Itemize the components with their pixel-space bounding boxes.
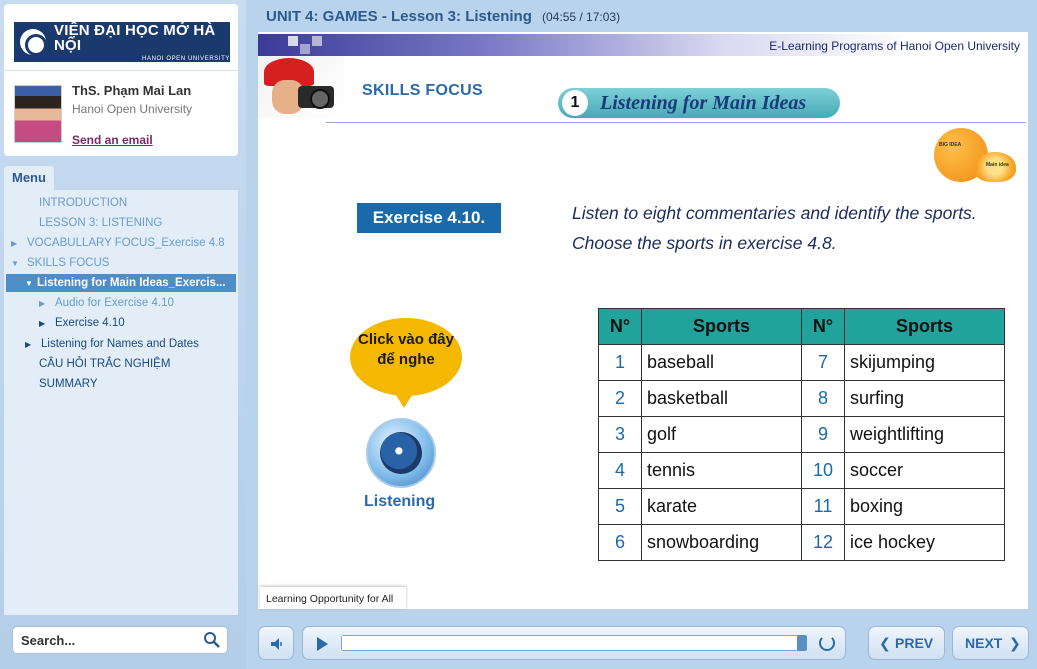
progress-fill <box>342 636 801 650</box>
volume-icon <box>269 636 285 652</box>
table-cell-sport: surfing <box>845 381 1005 417</box>
menu-panel <box>4 190 238 615</box>
table-cell-number: 11 <box>802 489 845 525</box>
table-cell-number: 4 <box>599 453 642 489</box>
table-cell-number: 1 <box>599 345 642 381</box>
table-cell-sport: karate <box>642 489 802 525</box>
table-cell-sport: ice hockey <box>845 525 1005 561</box>
presenter-photo <box>14 85 62 143</box>
table-cell-sport: skijumping <box>845 345 1005 381</box>
progress-bar[interactable] <box>341 635 807 651</box>
search-placeholder: Search... <box>21 633 76 648</box>
logo-panel <box>4 4 238 70</box>
orange-label-big-idea: BIG IDEA <box>939 142 962 148</box>
menu-item-audio-exercise[interactable]: ▶ Audio for Exercise 4.10 <box>39 294 174 312</box>
instructions: Listen to eight commentaries and identify the sports. Choose the sports in exercise 4.8. <box>572 203 977 253</box>
table-cell-number: 6 <box>599 525 642 561</box>
table-cell-number: 10 <box>802 453 845 489</box>
listening-button[interactable] <box>366 418 436 488</box>
prev-button[interactable] <box>868 626 945 660</box>
page-title <box>266 8 620 25</box>
bubble-tail <box>394 392 414 408</box>
table-cell-sport: golf <box>642 417 802 453</box>
table-cell-sport: basketball <box>642 381 802 417</box>
chevron-right-icon: ▶ <box>11 239 18 248</box>
table-row <box>599 417 1005 453</box>
seal-icon <box>20 29 46 55</box>
progress-handle[interactable] <box>797 635 807 651</box>
table-header-row <box>599 309 1005 345</box>
decorative-squares <box>288 34 328 56</box>
presenter-org: Hanoi Open University <box>72 102 193 116</box>
column-header-sports: Sports <box>642 309 802 345</box>
sports-table <box>598 308 1005 561</box>
menu-item-lesson-3[interactable]: LESSON 3: LISTENING <box>39 217 163 229</box>
logo-sub-text: HANOI OPEN UNIVERSITY <box>142 55 230 62</box>
menu-item-skills-focus[interactable]: ▼ SKILLS FOCUS <box>11 254 109 272</box>
chevron-down-icon: ▼ <box>11 259 19 268</box>
table-cell-number: 9 <box>802 417 845 453</box>
table-cell-sport: soccer <box>845 453 1005 489</box>
search-input[interactable] <box>12 626 228 654</box>
menu-item-introduction[interactable]: INTRODUCTION <box>39 197 128 209</box>
sidebar <box>0 0 246 669</box>
presenter-card <box>4 70 238 156</box>
chevron-right-icon: ▶ <box>25 340 32 349</box>
divider <box>326 122 1026 123</box>
prev-label: PREV <box>895 635 934 651</box>
menu-item-names-dates[interactable]: ▶ Listening for Names and Dates <box>25 335 199 353</box>
menu-item-quiz[interactable]: CÂU HỎI TRẮC NGHIỆM <box>39 358 171 370</box>
table-cell-number: 3 <box>599 417 642 453</box>
table-row <box>599 453 1005 489</box>
listening-label[interactable]: Listening <box>364 493 436 510</box>
table-cell-number: 7 <box>802 345 845 381</box>
next-label: NEXT <box>965 635 1003 651</box>
table-cell-sport: snowboarding <box>642 525 802 561</box>
next-button[interactable] <box>952 626 1029 660</box>
table-cell-number: 5 <box>599 489 642 525</box>
chevron-right-icon: ▶ <box>39 299 46 308</box>
logo-main-text: VIỆN ĐẠI HỌC MỞ HÀ NỘI <box>54 21 216 54</box>
university-logo <box>14 22 230 62</box>
column-header-sports: Sports <box>845 309 1005 345</box>
orange-label-main-idea: Main idea <box>986 162 1009 168</box>
menu-item-listening-main-ideas[interactable]: ▼ Listening for Main Ideas_Exercis... <box>6 274 236 292</box>
chevron-right-icon: ❯ <box>1009 635 1021 651</box>
column-header-number: N° <box>599 309 642 345</box>
menu-tab[interactable]: Menu <box>4 166 54 190</box>
send-email-link[interactable]: Send an email <box>72 133 153 147</box>
exercise-badge: Exercise 4.10. <box>357 203 501 233</box>
menu-item-vocabulary-focus[interactable]: ▶ VOCABULLARY FOCUS_Exercise 4.8 <box>11 234 225 252</box>
chevron-left-icon: ❮ <box>879 635 891 651</box>
table-cell-number: 2 <box>599 381 642 417</box>
footer-tag: Learning Opportunity for All <box>260 587 406 609</box>
menu-item-summary[interactable]: SUMMARY <box>39 378 98 390</box>
lesson-title: UNIT 4: GAMES - Lesson 3: Listening <box>266 8 532 25</box>
table-cell-number: 8 <box>802 381 845 417</box>
audio-player <box>302 626 846 660</box>
camera-girl-image <box>258 56 344 118</box>
section-title: SKILLS FOCUS <box>362 82 483 99</box>
table-row <box>599 489 1005 525</box>
table-cell-number: 12 <box>802 525 845 561</box>
slide-area <box>258 32 1028 609</box>
search-icon[interactable] <box>203 631 221 649</box>
click-to-listen-bubble[interactable]: Click vào đây để nghe <box>350 318 462 396</box>
menu-item-exercise-4-10[interactable]: ▶ Exercise 4.10 <box>39 314 125 332</box>
table-cell-sport: boxing <box>845 489 1005 525</box>
table-row <box>599 525 1005 561</box>
slide-banner <box>258 34 1028 56</box>
topic-title: Listening for Main Ideas <box>600 92 807 114</box>
orange-image <box>934 128 1018 188</box>
chevron-down-icon: ▼ <box>25 279 33 288</box>
table-row <box>599 345 1005 381</box>
topic-pill <box>558 88 840 118</box>
banner-text: E-Learning Programs of Hanoi Open University <box>769 39 1020 53</box>
presenter-name: ThS. Phạm Mai Lan <box>72 83 192 98</box>
camera-icon <box>298 86 334 108</box>
volume-button[interactable] <box>258 626 294 660</box>
chevron-right-icon: ▶ <box>39 319 46 328</box>
table-cell-sport: baseball <box>642 345 802 381</box>
table-row <box>599 381 1005 417</box>
topic-number: 1 <box>562 90 588 116</box>
table-cell-sport: weightlifting <box>845 417 1005 453</box>
lesson-time: (04:55 / 17:03) <box>542 10 621 24</box>
table-cell-sport: tennis <box>642 453 802 489</box>
replay-icon[interactable] <box>819 635 835 651</box>
column-header-number: N° <box>802 309 845 345</box>
play-icon[interactable] <box>317 637 328 651</box>
